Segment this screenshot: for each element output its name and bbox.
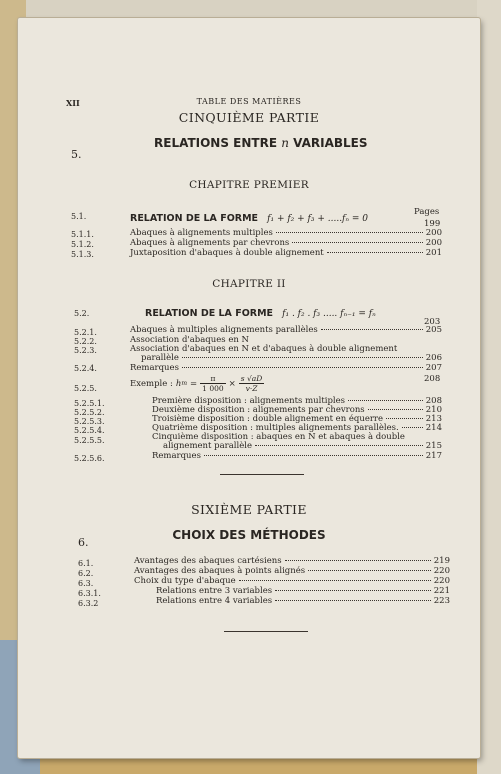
toc-entry[interactable]: Avantages des abaques cartésiens 219 (134, 556, 450, 566)
toc-entry[interactable]: Deuxième disposition : alignements par chevrons 210 (152, 405, 442, 415)
toc-entry-continued[interactable]: parallèle 206 (141, 353, 442, 363)
entry-number: 6.3. (78, 579, 94, 588)
entry-number: 5.2.1. (74, 328, 97, 337)
toc-entry[interactable]: Relations entre 4 variables 223 (156, 596, 450, 606)
toc-entry[interactable]: Association d'abaques en N et d'abaques à double alignement (130, 344, 398, 354)
background-right (477, 0, 501, 774)
part6-number: 6. (78, 536, 89, 549)
part6-title: CHOIX DES MÉTHODES (172, 528, 326, 542)
toc-entry-continued[interactable]: alignement parallèle 215 (163, 441, 442, 451)
page-number: XII (66, 98, 80, 108)
chapter2-number: 5.2. (74, 309, 90, 318)
entry-number: 5.1.3. (71, 250, 94, 259)
entry-number: 5.2.5.4. (74, 426, 105, 435)
pages-column-label: Pages (414, 207, 440, 217)
entry-number: 6.3.2 (78, 599, 99, 608)
entry-number: 5.2.5.5. (74, 436, 105, 445)
toc-entry[interactable]: Quatrième disposition : multiples alignements parallèles. 214 (152, 423, 442, 433)
chapter1-number: 5.1. (71, 212, 87, 221)
book-page (18, 18, 480, 758)
entry-number: 5.2.3. (74, 346, 97, 355)
entry-number: 5.2.5.6. (74, 454, 105, 463)
toc-entry[interactable]: Abaques à alignements par chevrons 200 (130, 238, 442, 248)
entry-number: 6.2. (78, 569, 94, 578)
chapter2-title: RELATION DE LA FORME f₁ . f₂ . f₃ ..... fₙ₋₁ = fₙ (145, 308, 376, 319)
entry-number: 5.2.5. (74, 384, 97, 393)
entry-number: 5.2.4. (74, 364, 97, 373)
part5-number: 5. (71, 148, 82, 161)
entry-number: 5.2.5.2. (74, 408, 105, 417)
divider (224, 631, 308, 632)
toc-entry[interactable]: Relations entre 3 variables 221 (156, 586, 450, 596)
chapter2-title-page: 203 (424, 317, 441, 327)
chapter1-title-page: 199 (424, 219, 441, 229)
part5-label: CINQUIÈME PARTIE (178, 110, 320, 125)
entry-number: 6.3.1. (78, 589, 101, 598)
toc-entry[interactable]: Remarques 207 (130, 363, 442, 373)
toc-entry[interactable]: Abaques à multiples alignements parallèles 205 (130, 325, 442, 335)
running-header: TABLE DES MATIÈRES (196, 97, 302, 106)
entry-number: 5.1.2. (71, 240, 94, 249)
toc-entry[interactable]: Association d'abaques en N (130, 335, 249, 345)
entry-number: 5.2.5.1. (74, 399, 105, 408)
toc-entry[interactable]: Juxtaposition d'abaques à double alignement 201 (130, 248, 442, 258)
entry-number: 5.1.1. (71, 230, 94, 239)
divider (220, 474, 304, 475)
part5-title: RELATIONS ENTRE n VARIABLES (154, 136, 368, 150)
toc-entry[interactable]: Abaques à alignements multiples 200 (130, 228, 442, 238)
chapter1-label: CHAPITRE PREMIER (189, 179, 309, 191)
toc-entry[interactable]: Troisième disposition : double alignement en équerre 213 (152, 414, 442, 424)
entry-number: 5.2.2. (74, 337, 97, 346)
chapter1-title: RELATION DE LA FORME f₁ + f₂ + f₃ + .....fₙ = 0 (130, 213, 369, 224)
chapter2-label: CHAPITRE II (212, 278, 286, 290)
entry-number: 5.2.5.3. (74, 417, 105, 426)
toc-entry[interactable]: Choix du type d'abaque 220 (134, 576, 450, 586)
example-formula[interactable]: Exemple : h m = $\frac{\pi}{1 000}$ × $\frac{s √aD}{v\cdot Z}$ (130, 374, 263, 393)
toc-entry[interactable]: Première disposition : alignements multiples 208 (152, 396, 442, 406)
part6-label: SIXIÈME PARTIE (191, 502, 307, 517)
toc-entry[interactable]: Remarques 217 (152, 451, 442, 461)
toc-entry[interactable]: Cinquième disposition : abaques en N et abaques à double (152, 432, 405, 442)
example-page: 208 (424, 374, 441, 384)
entry-number: 6.1. (78, 559, 94, 568)
toc-entry[interactable]: Avantages des abaques à points alignés 220 (134, 566, 450, 576)
